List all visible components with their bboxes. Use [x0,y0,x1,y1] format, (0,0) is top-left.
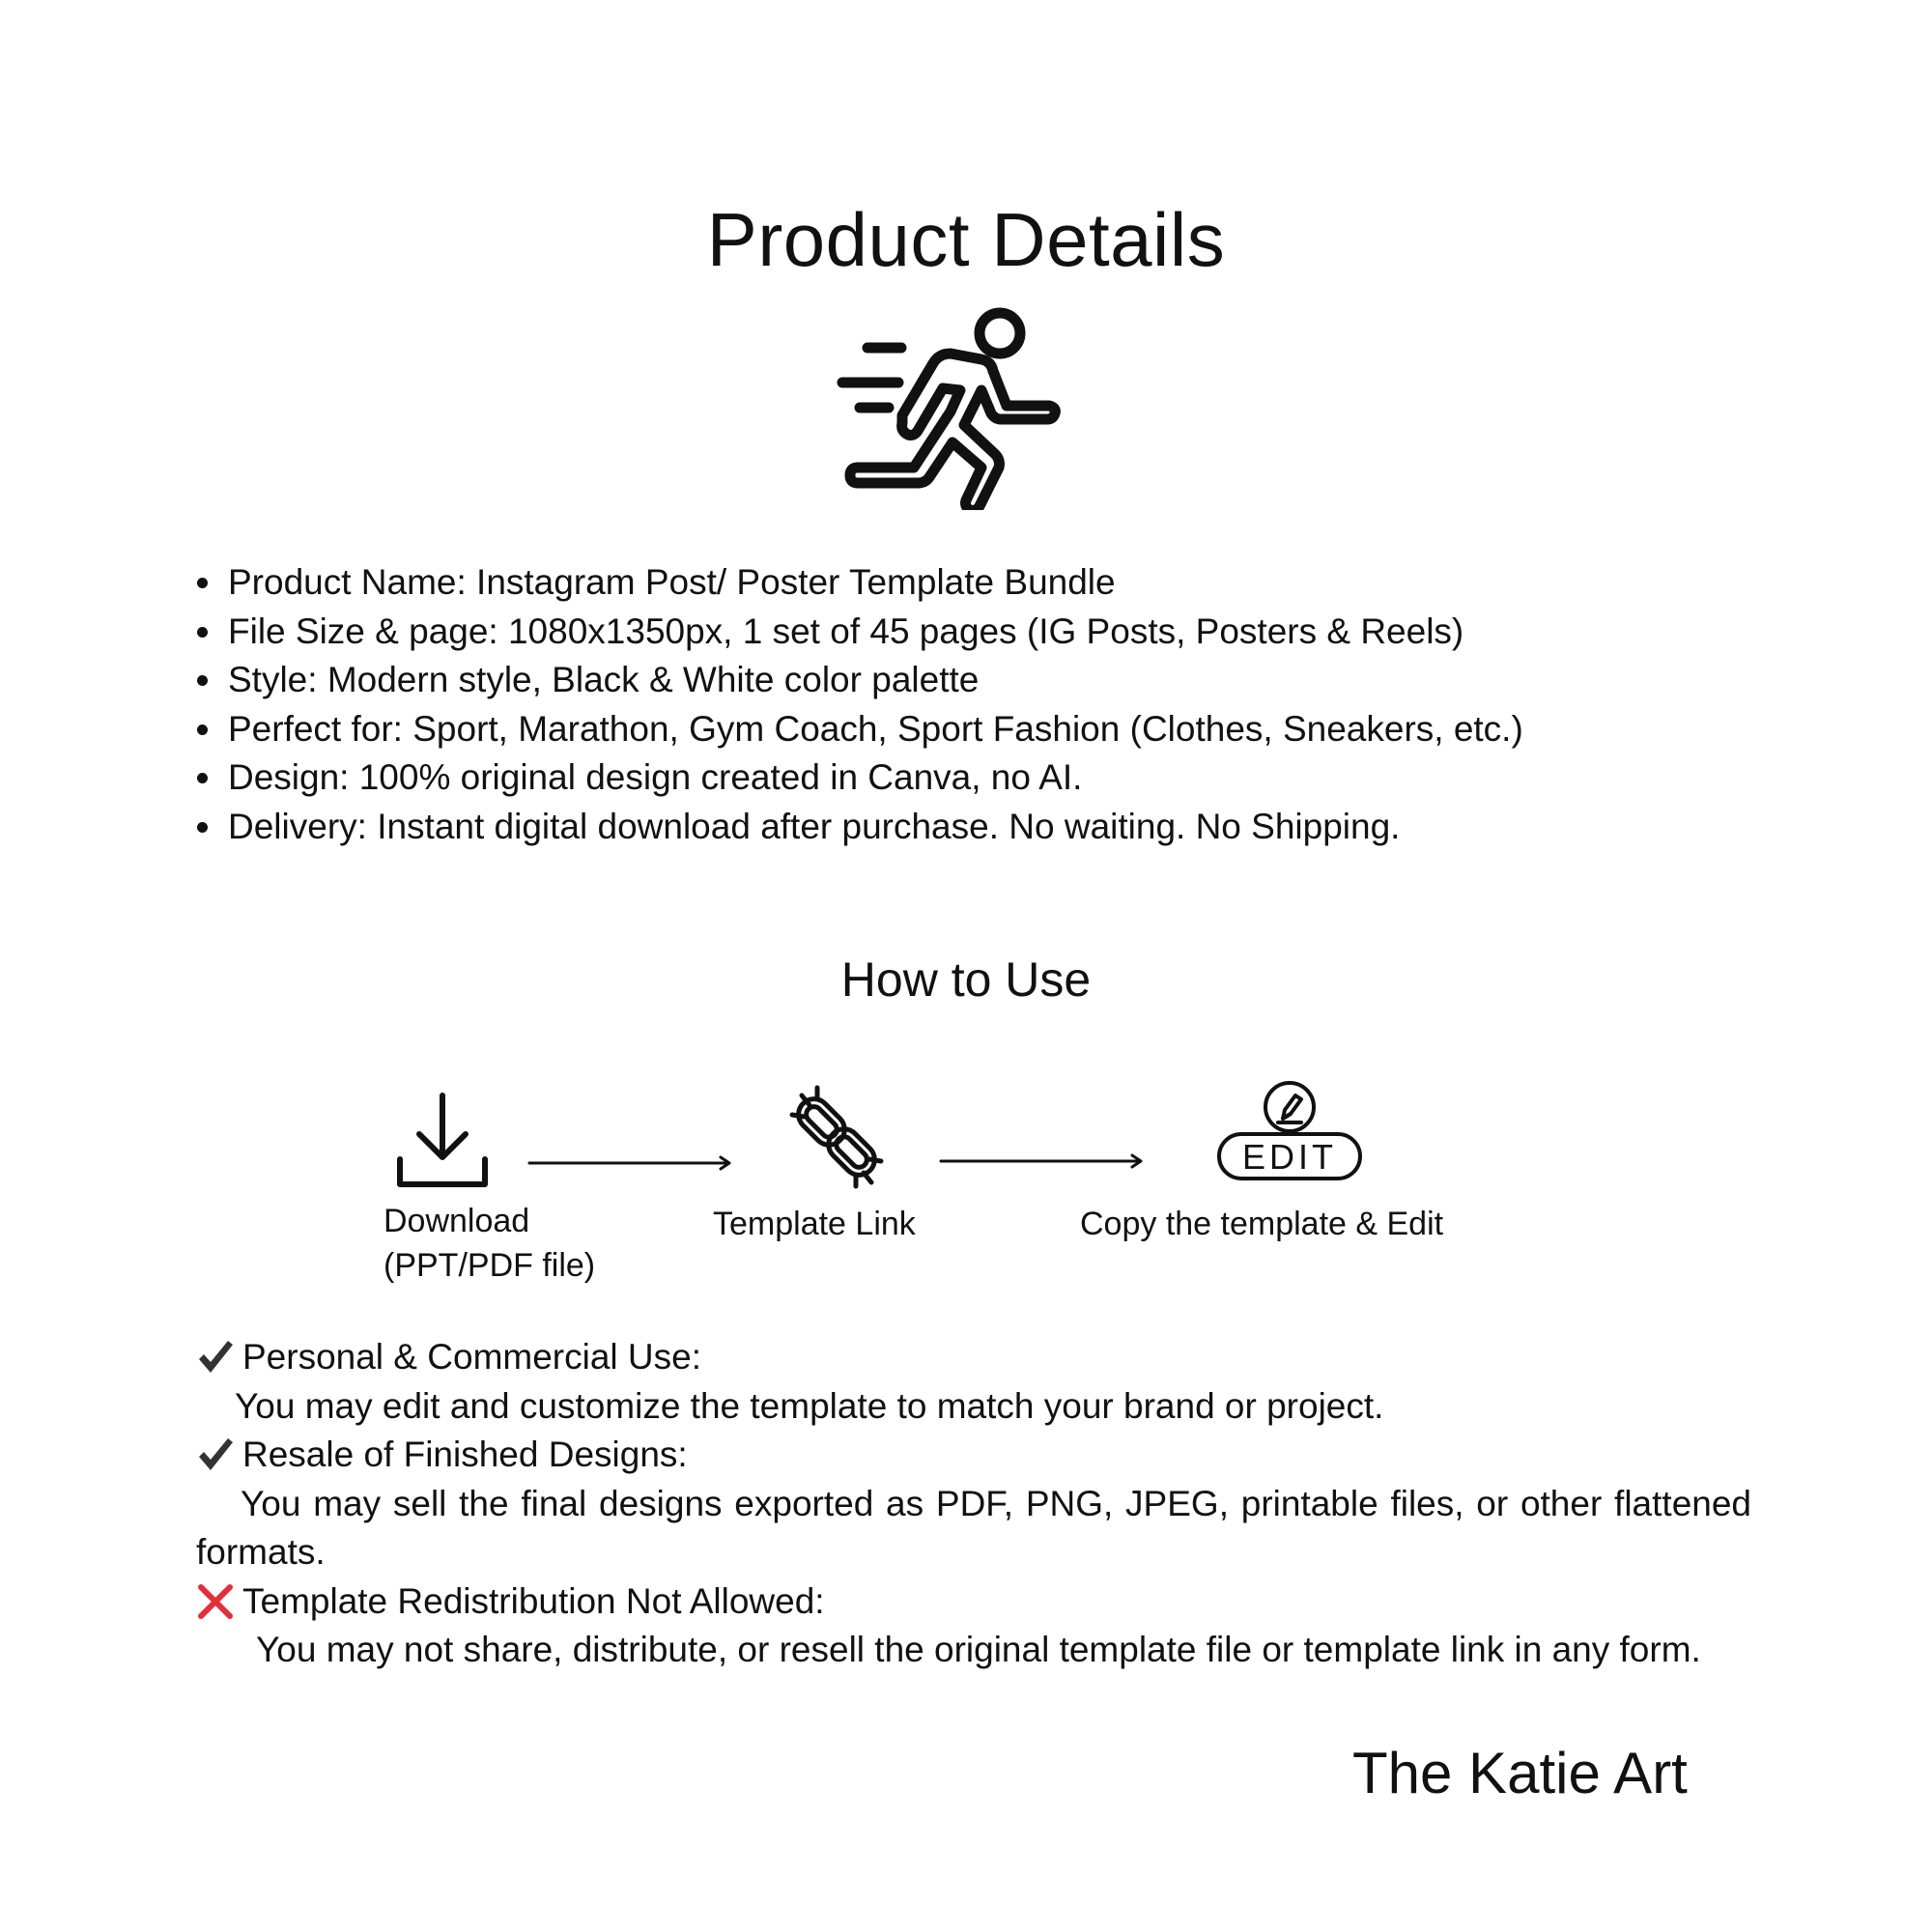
term-heading-text: Template Redistribution Not Allowed: [242,1580,825,1621]
check-icon [196,1338,235,1377]
cross-icon [196,1582,235,1621]
term-body-redistribution: You may not share, distribute, or resell the original template file or template link in any form. [256,1630,1701,1669]
step-download-label: Download [384,1203,530,1239]
detail-item-file-size: File Size & page: 1080x1350px, 1 set of 45 pages (IG Posts, Posters & Reels) [193,608,1777,657]
term-heading-redistribution [196,1577,1751,1627]
term-heading-resale [196,1431,1751,1480]
step-download-sublabel: (PPT/PDF file) [384,1247,596,1284]
detail-item-design: Design: 100% original design created in Canva, no AI. [193,753,1777,803]
term-heading-text: Personal & Commercial Use: [242,1337,701,1377]
running-person-icon [829,307,1061,510]
step-copy-edit-label: Copy the template & Edit [1080,1206,1444,1242]
edit-badge [1217,1132,1362,1180]
detail-item-delivery: Delivery: Instant digital download after purchase. No waiting. No Shipping. [193,803,1777,852]
term-heading-text: Resale of Finished Designs: [242,1435,688,1474]
how-to-use-title: How to Use [840,952,1092,1007]
product-details-list [193,558,1777,851]
arrow-right-1 [527,1151,734,1175]
page-title: Product Details [706,197,1226,282]
pencil-icon [1263,1080,1317,1134]
arrow-right-2 [939,1150,1146,1173]
detail-item-style: Style: Modern style, Black & White color palette [193,656,1777,705]
download-icon [394,1092,491,1188]
step-template-link-label: Template Link [713,1206,916,1242]
detail-item-product-name: Product Name: Instagram Post/ Poster Template Bundle [193,558,1777,608]
chain-link-icon [784,1084,889,1190]
license-terms [196,1333,1751,1675]
detail-item-perfect-for: Perfect for: Sport, Marathon, Gym Coach, Sport Fashion (Clothes, Sneakers, etc.) [193,705,1777,754]
term-heading-personal-commercial [196,1333,1751,1382]
edit-badge-icon [1215,1080,1364,1182]
term-body-resale: You may sell the final designs exported as PDF, PNG, JPEG, printable files, or other flattened formats. [196,1483,1751,1572]
term-body-personal-commercial: You may edit and customize the template to match your brand or project. [235,1385,1384,1426]
check-icon [196,1435,235,1474]
brand-name: The Katie Art [1352,1741,1688,1805]
edit-badge-text: EDIT [1241,1137,1337,1177]
